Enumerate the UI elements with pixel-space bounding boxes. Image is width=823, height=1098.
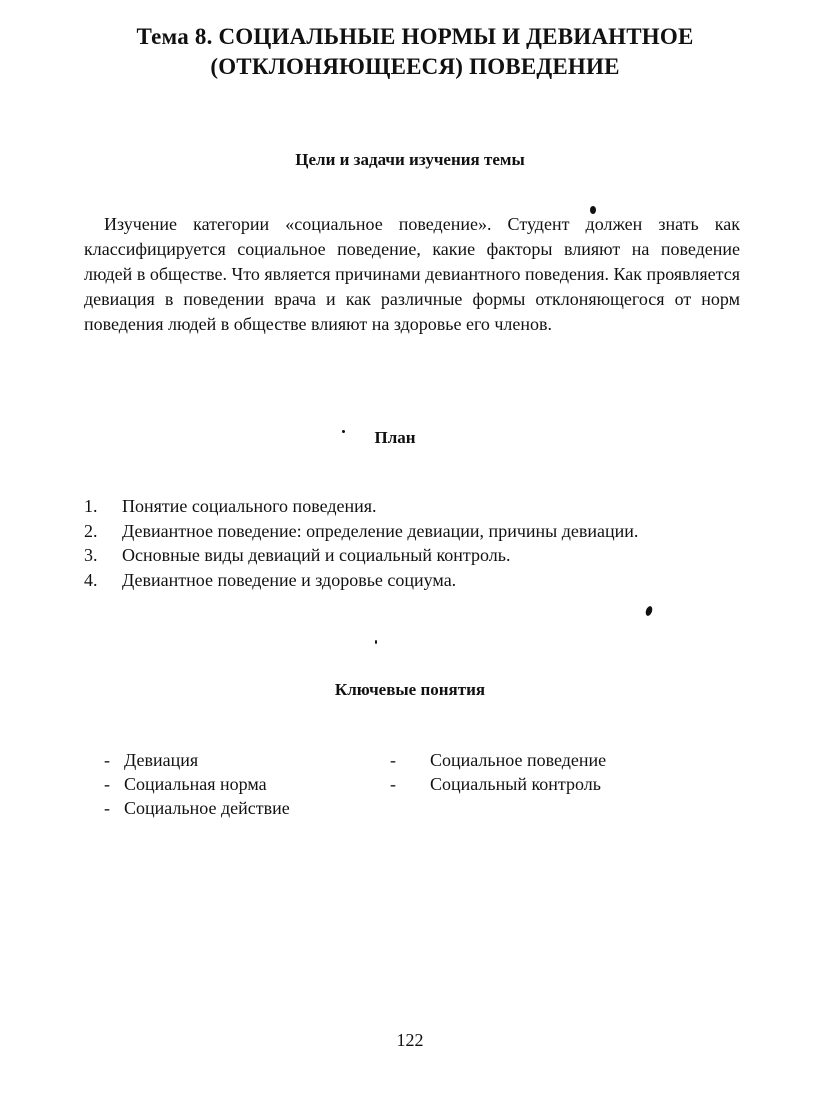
plan-item-number: 2.: [84, 520, 98, 541]
key-concept-item: [104, 796, 384, 820]
key-concept-item: [104, 772, 384, 796]
plan-item: [84, 519, 764, 544]
plan-item-number: 3.: [84, 545, 98, 565]
plan-list: [84, 494, 764, 592]
goals-paragraph: Изучение категории «социальное поведение». Студент должен знать как классифицируется социальное поведение, какие факторы влияют на поведение людей в обществе. Что является причинами девиантного поведения. Как проявляется девиация в поведении врача и как различные формы отклоняющегося от норм поведения людей в обществе влияют на здоровье его членов.: [84, 214, 740, 334]
plan-item: [84, 568, 764, 593]
key-concepts-right-column: [390, 748, 710, 796]
key-concept-text: Социальная норма: [124, 774, 267, 794]
key-concepts-left-column: [104, 748, 384, 820]
plan-item-text: Понятие социального поведения.: [122, 496, 377, 516]
key-concept-text: Девиация: [124, 750, 199, 770]
page-number: 122: [396, 1030, 424, 1050]
topic-title-line-2: (ОТКЛОНЯЮЩЕЕСЯ) ПОВЕДЕНИЕ: [210, 54, 620, 79]
list-dash: -: [104, 774, 110, 794]
topic-title-line-1: Тема 8. СОЦИАЛЬНЫЕ НОРМЫ И ДЕВИАНТНОЕ: [136, 24, 694, 49]
key-concept-text: Социальное действие: [124, 798, 290, 818]
key-concept-text: Социальное поведение: [430, 750, 607, 770]
scan-speck: [375, 640, 377, 644]
scan-speck: [644, 605, 653, 616]
list-dash: -: [104, 798, 110, 818]
list-dash: -: [390, 774, 396, 794]
plan-item-number: 4.: [84, 569, 98, 590]
plan-heading: План: [374, 428, 416, 447]
plan-item: [84, 543, 764, 568]
key-concept-item: [390, 772, 710, 796]
list-dash: -: [390, 750, 396, 770]
plan-item-number: 1.: [84, 496, 98, 516]
plan-item: [84, 494, 764, 519]
key-concept-text: Социальный контроль: [430, 774, 601, 794]
key-concept-item: [104, 748, 384, 772]
plan-item-text: Основные виды девиаций и социальный контроль.: [122, 545, 511, 565]
list-dash: -: [104, 750, 110, 770]
scan-speck: [342, 430, 345, 433]
scan-speck: [590, 206, 596, 214]
plan-item-text: Девиантное поведение и здоровье социума.: [122, 569, 457, 590]
plan-item-text: Девиантное поведение: определение девиации, причины девиации.: [122, 520, 639, 541]
goals-heading: Цели и задачи изучения темы: [295, 150, 525, 169]
key-concept-item: [390, 748, 710, 772]
key-concepts-heading: Ключевые понятия: [334, 680, 486, 699]
